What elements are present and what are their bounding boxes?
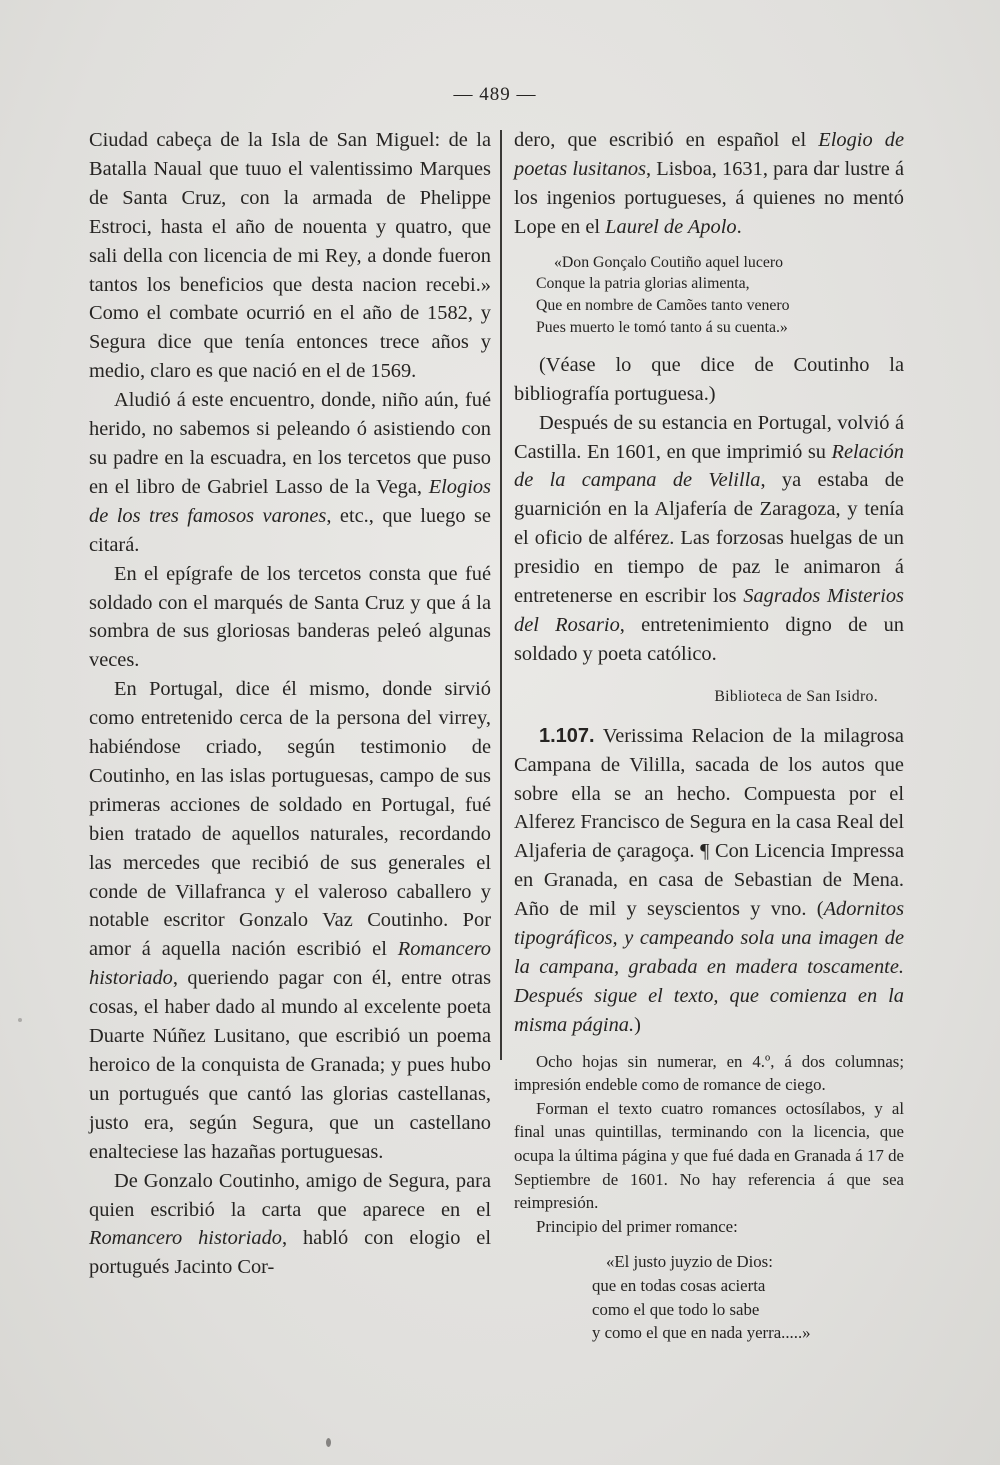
book-title-romancero: Romancero historiado: [89, 1227, 282, 1250]
text-run: Verissima Relacion de la milagrosa Campana de Vililla, sacada de los autos que sobre ella se an hecho. Compuesta por el Alferez Francisco de Segura en la casa Real del Aljaferia de çaragoça. ¶ Con Licencia Impressa en Granada, en casa de Sebastian de Mena. Año de mil y seyscientos y vno. (: [514, 724, 904, 921]
paragraph-3: En el epígrafe de los tercetos consta que fué soldado con el marqués de Santa Cruz y que á la sombra de sus gloriosas banderas peleó algunas veces.: [89, 562, 491, 672]
text-run: , entretenimiento digno de un soldado y poeta católico.: [514, 613, 904, 665]
text-run: , queriendo pagar con él, entre otras cosas, el haber dado al mundo al excelente poeta Duarte Núñez Lusitano, que escribió un poema heroico de la conquista de Granada; y pues hubo un portugués que cantó las glorias castellanas, justo era, según Segura, que un castellano enalteciese las hazañas portuguesas.: [89, 967, 491, 1163]
text-run: Después de su estancia en Portugal, volvió á Castilla. En 1601, en que imprimió su: [514, 411, 904, 463]
column-divider: [500, 130, 502, 1060]
entry-note: Adornitos tipográficos, y campeando sola una imagen de la campana, grabada en madera toscamente. Después sigue el texto, que comienza en la misma página.: [514, 898, 904, 1036]
text-run: , etc., que luego se citará.: [89, 504, 491, 556]
paragraph-continued: [514, 126, 904, 242]
paragraph-4: [89, 675, 491, 1166]
ink-speck: [326, 1438, 331, 1447]
verse-line: «El justo juyzio de Dios:: [606, 1252, 773, 1272]
paragraph-5: [89, 1167, 491, 1283]
book-title-laurel: Laurel de Apolo: [605, 215, 737, 238]
verse-line: Conque la patria glorias alimenta,: [536, 275, 750, 293]
text-run: .: [736, 215, 742, 238]
book-title-elogio: Elogio de poetas lusitanos: [514, 129, 904, 180]
bibliographic-entry: [514, 722, 904, 1040]
text-run: En Portugal, dice él mismo, donde sirvió como entretenido cerca de la persona del virrey, habiéndose criado, según testimonio de Coutinho, en las islas portuguesas, campo de sus primeras acciones de soldado en Portugal, fué bien tratado de aquellos naturales, recordando las mercedes que recibió de sus generales el conde de Villafranca y el valeroso caballero y notable escritor Gonzalo Vaz Coutinho. Por amor á aquella nación escribió el: [89, 678, 491, 961]
book-title-romancero: Romancero historiado: [89, 938, 491, 990]
verse-line: Pues muerto le tomó tanto á su cuenta.»: [536, 319, 788, 337]
paragraph-1: Ciudad cabeça de la Isla de San Miguel: de la Batalla Naual que tuuo el valentissimo Marques de Santa Cruz, con la armada de Phelippe Estroci, hasta el año de nouenta y quatro, que sali della con licencia de mi Rey, a donde fueron tantos los beneficios que desta nacion recebi.» Como el combate ocurrió en el año de 1582, y Segura dice que tenía entonces trece años y medio, claro es que nació en el de 1569.: [89, 129, 491, 383]
description-paragraph: Forman el texto cuatro romances octosílabos, y al final unas quintillas, terminando con la licencia, que ocupa la última página y que fué dada en Granada á 17 de Septiembre de 1601. No hay referencia á que sea reimpresión.: [514, 1098, 904, 1213]
text-run: ): [634, 1013, 641, 1036]
right-column: [514, 126, 904, 1345]
paragraph-despues: [514, 409, 904, 669]
verse-line: como el que todo lo sabe: [592, 1299, 760, 1319]
description-paragraph: Principio del primer romance:: [536, 1216, 738, 1236]
text-run: , habló con elogio el portugués Jacinto Cor-: [89, 1227, 491, 1279]
entry-description: [514, 1050, 904, 1239]
description-paragraph: Ocho hojas sin numerar, en 4.º, á dos columnas; impresión endeble como de romance de ciego.: [514, 1051, 904, 1095]
entry-number: 1.107.: [539, 724, 595, 747]
romance-opening-verse: [592, 1250, 904, 1344]
verse-line: «Don Gonçalo Coutiño aquel lucero: [554, 253, 784, 271]
text-run: dero, que escribió en español el: [514, 129, 819, 151]
left-column: [89, 126, 491, 1282]
text-run: De Gonzalo Coutinho, amigo de Segura, para quien escribió la carta que aparece en el: [89, 1169, 491, 1221]
book-title-sagrados: Sagrados Misterios del Rosario: [514, 585, 904, 636]
ink-speck: [18, 1018, 22, 1022]
page-number: — 489 —: [453, 84, 537, 105]
verse-line: que en todas cosas acierta: [592, 1276, 766, 1295]
book-title-relacion: Relación de la campana de Velilla: [514, 440, 904, 492]
verse-line: y como el que en nada yerra.....»: [592, 1323, 811, 1343]
library-location: Biblioteca de San Isidro.: [714, 687, 878, 705]
text-run: , ya estaba de guarnición en la Aljafería de Zaragoza, y tenía el oficio de alférez. Las forzosas huelgas de un presidio en tiempo de paz le animaron á entretenerse en escribir los: [514, 469, 904, 608]
paragraph-2: [89, 386, 491, 559]
text-run: Aludió á este encuentro, donde, niño aún, fué herido, no sabemos si peleando ó asistiendo con su padre en la escuadra, en los tercetos que puso en el libro de Gabriel Lasso de la Vega,: [89, 389, 491, 498]
verse-line: Que en nombre de Camões tanto venero: [536, 297, 790, 315]
paragraph-vease: (Véase lo que dice de Coutinho la bibliografía portuguesa.): [514, 353, 904, 405]
text-run: , Lisboa, 1631, para dar lustre á los ingenios portugueses, á quienes no mentó Lope en el: [514, 157, 904, 238]
verse-quote: [514, 252, 904, 339]
book-title-elogios: Elogios de los tres famosos varones: [89, 475, 491, 527]
